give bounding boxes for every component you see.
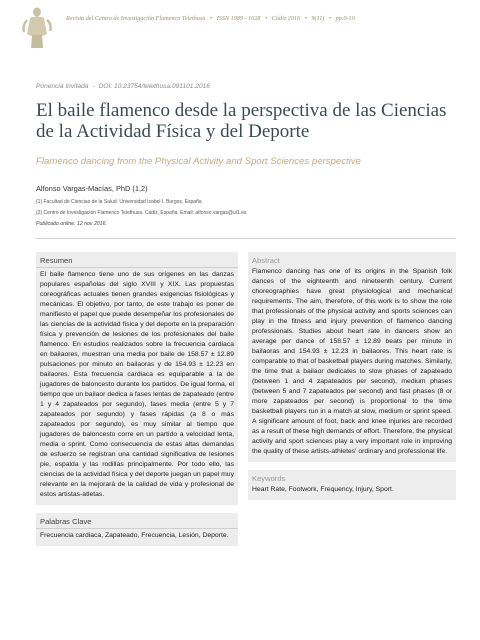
keywords-body: Heart Rate, Footwork, Frequency, Injury, Sport. <box>252 486 394 493</box>
journal-logo-icon <box>14 4 60 50</box>
article-title: El baile flamenco desde la perspectiva de las Ciencias de la Actividad Física y del Deporte <box>36 100 447 142</box>
journal-pages: pp.0-10 <box>335 15 355 22</box>
palabras-clave-box <box>36 513 238 546</box>
article-subtitle: Flamenco dancing from the Physical Activity and Sport Sciences perspective <box>36 156 361 167</box>
section-label: Ponencia Invitada <box>36 83 89 90</box>
header-bullet: • <box>304 15 307 22</box>
author-line: Alfonso Vargas-Macías, PhD (1,2) <box>36 184 148 193</box>
abstract-box <box>248 252 456 462</box>
journal-issn: ISSN 1989 - 1628 <box>216 15 261 22</box>
resumen-heading: Resumen <box>36 252 238 268</box>
header-bullet: • <box>265 15 268 22</box>
resumen-box <box>36 252 238 505</box>
separator: - <box>92 83 95 90</box>
doi-link[interactable]: DOI: 10.23754/telethusa.091101.2016 <box>98 83 210 90</box>
journal-place-year: Cádiz 2016 <box>271 15 301 22</box>
journal-volume: 9(11) <box>311 15 325 22</box>
abstract-heading: Abstract <box>252 256 280 265</box>
affiliation-2: (2) Centro de Investigación Flamenco Telethusa. Cádiz, España. Email: alfonso.vargas@ui1.es <box>36 210 247 216</box>
abstract-body: Flamenco dancing has one of its origins in the Spanish folk dances of the eighteenth and nineteenth century. Current choreographies have great physiological and mechanical requirements. The aim, therefore, of this work is to show the role that professionals of the physical activity and sports sciences can play in the fitness and injury prevention of flamenco dancing professionals. Studies about heart rate in dancers show an average per dance of 158.57 ± 12.89 beats per minute in bailaoras and 154.93 ± 12.23 in bailaores. This heart rate is comparable to that of basketball players during matches. Similarly, the time that a bailaor dedicates to slow phases of zapateado (between 1 and 4 zapateados per second), medium phases (between 5 and 7 zapateados per second) and fast phases (8 or more zapateados per second) is proportional to the time basketball players run in a match at slow, medium or sprint speed. A significant amount of foot, back and knee injuries are recorded as a result of these high demands of effort. Therefore, the physical activity and sport sciences play a very important role in improving the quality of these artists-athletes' ordinary and professional life. <box>252 268 452 455</box>
header-bullet: • <box>328 15 332 22</box>
header-bullet: • <box>209 15 213 22</box>
keywords-box <box>248 470 456 500</box>
right-column <box>248 252 456 500</box>
resumen-body: El baile flamenco tiene uno de sus orígenes en las danzas populares españolas del siglo XVIII y XIX. Las propuestas coreográficas actuales tienen grandes exigencias fisiológicas y mecánicas. El objetivo, por tanto, de este trabajo es poner de manifiesto el papel que puede desempeñar los profesionales de las ciencias de la actividad física y del deporte en la preparación física y prevención de lesiones de los profesionales del baile flamenco. En estudios realizados sobre la frecuencia cardiaca en bailaores, muestran una media por baile de 158.57 ± 12.89 pulsaciones por minuto en bailaoras y de 154.93 ± 12.23 en bailaores. Esta frecuencia cardiaca es equiparable a la de jugadores de baloncesto durante los partidos. De igual forma, el tiempo que un bailaor dedica a fases lentas de zapateado (entre 1 y 4 zapateados por segundo), fases media (entre 5 y 7 zapateados por segundo) y fases rápidas (a 8 o más zapateados por segundo), es muy similar al tiempo que jugadores de baloncesto corre en un partido a velocidad lenta, media o sprint. Como consecuencia de estas altas demandas de esfuerzo se registran una cantidad significativa de lesiones pie, espalda y las rodillas principalmente. Por todo ello, las ciencias de la actividad física y del deporte juegan un papel muy relevante en la mejorará de la calidad de vida y profesional de estos artistas-atletas. <box>40 271 234 498</box>
publication-date: Publicado online: 12 nov 2016. <box>36 221 107 227</box>
keywords-heading: Keywords <box>252 474 286 483</box>
affiliation-1: (1) Facultad de Ciencias de la Salud. Universidad Isabel I. Burgos, España <box>36 199 202 205</box>
journal-name: Revista del Centro de Investigación Flamenco Telethusa <box>66 15 206 22</box>
divider <box>36 238 456 239</box>
palabras-clave-body: Frecuencia cardiaca, Zapateado, Frecuencia, Lesión, Deporte. <box>40 532 229 539</box>
left-column <box>36 252 238 546</box>
palabras-clave-heading: Palabras Clave <box>36 513 238 529</box>
journal-header <box>66 15 470 22</box>
section-line <box>36 83 210 90</box>
